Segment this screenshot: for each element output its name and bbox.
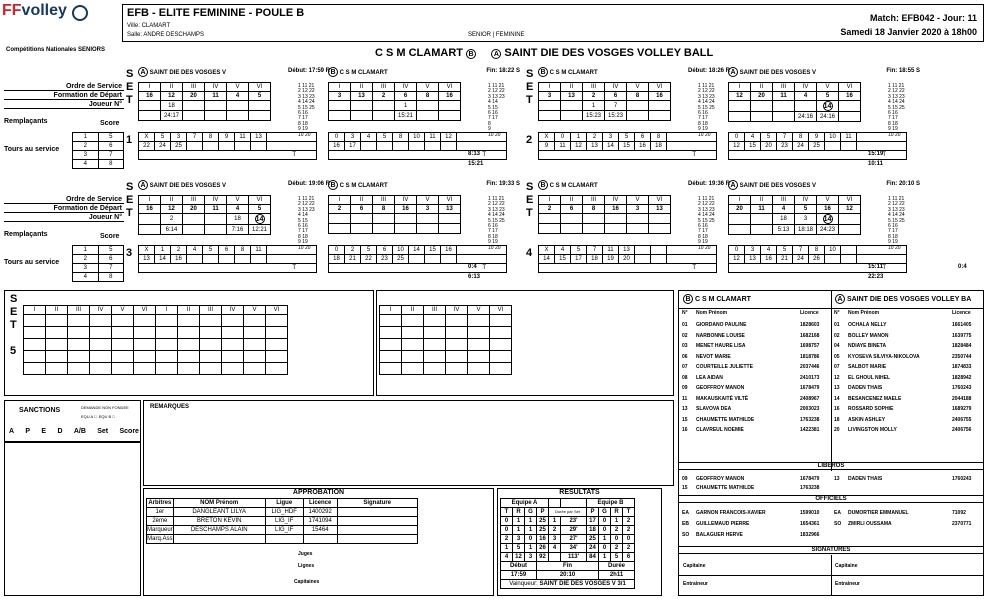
team-letter-icon: B bbox=[328, 67, 338, 77]
right-points-column: 1 11 21 2 12 22 3 13 23 4 14 24 5 15 25 6 16 7 17 8 18 9 19 10 20 bbox=[488, 196, 505, 251]
result-cell: 5 bbox=[611, 553, 623, 562]
equipe-b: Equipe B bbox=[587, 499, 635, 508]
result-cell: 1 bbox=[611, 517, 623, 526]
match-number: Match: EFB042 - Jour: 11 bbox=[869, 13, 977, 23]
result-cell: 1 bbox=[513, 517, 525, 526]
tours-numbers: 1 5 2 6 3 7 4 8 bbox=[72, 245, 124, 282]
result-cell: 6 bbox=[623, 553, 635, 562]
result-cell: 24 bbox=[587, 544, 599, 553]
left-serve-table: X 0 1 2 3 5 6 8 9 11 12 13 14 15 16 18 T bbox=[538, 132, 717, 160]
team-letter-icon: A bbox=[728, 180, 738, 190]
approbation-cell: DANGLEANT LILYA bbox=[173, 508, 265, 517]
set-time: Début: 19:06 R bbox=[287, 181, 330, 187]
left-team-header: B C S M CLAMART Début: 18:26 R bbox=[538, 67, 734, 77]
set-time: Fin: 18:22 S bbox=[486, 68, 520, 74]
result-cell: 2 bbox=[611, 526, 623, 535]
result-cell: 25 bbox=[537, 517, 549, 526]
result-cell: 0 bbox=[623, 535, 635, 544]
left-team-header: B C S M CLAMART Début: 19:36 R bbox=[538, 180, 734, 190]
serve-total: T bbox=[139, 151, 317, 160]
sanctions-title: SANCTIONS bbox=[19, 407, 61, 414]
result-cell: 27' bbox=[561, 535, 587, 544]
right-serve-table: 0 4 5 7 8 9 10 11 12 15 20 23 24 25 T bbox=[728, 132, 907, 160]
row-label: Ordre de Service bbox=[4, 195, 124, 204]
approbation-cell: DESCHAMPS ALAIN bbox=[173, 526, 265, 535]
capitaine-b: Capitaine bbox=[835, 563, 858, 569]
officiels-list-a bbox=[682, 508, 830, 541]
set-final-score: 15:21 bbox=[468, 161, 484, 167]
left-serve-table: X 5 3 7 8 9 11 13 22 24 25 T bbox=[138, 132, 317, 160]
list-item: 11 MAKAUSKAITÉ VILTÉ 2408967 bbox=[682, 395, 820, 402]
team-letter-icon: A bbox=[138, 180, 148, 190]
result-cell: 1 bbox=[525, 517, 537, 526]
approbation-cell bbox=[173, 535, 265, 544]
page-title: EFB - ELITE FEMININE - POULE B bbox=[127, 7, 305, 19]
officiels-title: OFFICIELS bbox=[679, 495, 983, 503]
category: SENIOR | FEMININE bbox=[468, 32, 525, 38]
signatures-title: SIGNATURES bbox=[679, 546, 983, 554]
result-cell: 12 bbox=[513, 553, 525, 562]
result-cell: 29' bbox=[561, 526, 587, 535]
result-cell: 1 bbox=[501, 544, 513, 553]
sanction-col: P bbox=[25, 428, 31, 435]
circled-sub: 14 bbox=[255, 216, 264, 223]
result-cell: 1 bbox=[525, 544, 537, 553]
set-extra-score: 0:4 bbox=[958, 264, 967, 270]
circled-sub: 14 bbox=[823, 103, 832, 110]
team-letter-icon: B bbox=[328, 180, 338, 190]
left-team-header: A SAINT DIE DES VOSGES V Début: 17:59 R bbox=[138, 67, 334, 77]
list-item: 14 BESANCENEZ MAELE 2044188 bbox=[834, 395, 972, 402]
result-cell: 3 bbox=[513, 535, 525, 544]
approbation-cell: 1400292 bbox=[303, 508, 337, 517]
left-points-column: 1 11 21 2 12 22 3 13 23 4 14 24 5 15 25 6 16 7 17 8 18 9 19 10 20 bbox=[698, 196, 715, 251]
result-cell: 3 bbox=[525, 553, 537, 562]
liberos-title: LIBEROS bbox=[679, 462, 983, 470]
set-time: Début: 19:36 R bbox=[687, 181, 730, 187]
approbation-col: Licence bbox=[303, 499, 337, 508]
right-lineup-table: I II III IV V VI 12 20 11 4 5 16 14 24:16 24:16 bbox=[728, 82, 861, 122]
list-item: 01 OCHALA NELLY 1661405 bbox=[834, 322, 972, 328]
ville: Ville: CLAMART bbox=[127, 23, 171, 29]
score-label: Score bbox=[100, 120, 120, 127]
serve-total: T bbox=[539, 151, 717, 160]
left-lineup-table: I II III IV V VI 3 13 2 6 8 16 1 7 15:23 15:23 bbox=[538, 82, 671, 121]
sanction-col: Score bbox=[119, 428, 139, 435]
sanctions-box bbox=[4, 400, 141, 442]
entraineur-a: Entraineur bbox=[683, 581, 709, 587]
list-item: 05 KYOSEVA SILVIYA-NIKOLOVA 2350744 bbox=[834, 353, 972, 360]
team-letter-icon: B bbox=[538, 67, 548, 77]
teams-title: C S M CLAMART B A SAINT DIE DES VOSGES VOLLEY BALL bbox=[375, 47, 714, 59]
list-item: SO BALAGUER HERVE 1832966 bbox=[682, 532, 820, 538]
set-time: Début: 17:59 R bbox=[287, 68, 330, 74]
result-cell: 3 bbox=[549, 535, 561, 544]
remarques-title: REMARQUES bbox=[150, 404, 190, 410]
right-lineup-table: I II III IV V VI 2 6 8 16 3 13 bbox=[328, 195, 461, 234]
approbation-col: Signature bbox=[337, 499, 417, 508]
roster-list-b bbox=[834, 320, 982, 436]
list-item: 15 CHAUMETTE MATHILDE 1763238 bbox=[682, 485, 820, 491]
sanction-col: E bbox=[41, 428, 47, 435]
set-number: 1 bbox=[126, 134, 133, 146]
result-cell: 17 bbox=[587, 517, 599, 526]
list-item: 16 CLAVREUL NOEMIE 1422381 bbox=[682, 427, 820, 433]
final-score: 3/1 bbox=[617, 581, 626, 587]
sanction-col: D bbox=[57, 428, 63, 435]
list-item: 13 SLAVOVA DEA 2003023 bbox=[682, 406, 820, 412]
sanction-col: A bbox=[9, 428, 15, 435]
result-cell: 2 bbox=[623, 517, 635, 526]
list-item: 18 ASKIN ASHLEY 2406755 bbox=[834, 416, 972, 423]
time-value: 17:59 bbox=[501, 571, 537, 580]
list-item: EA GARNON FRANCOIS-XAVIER 1599010 bbox=[682, 510, 820, 516]
right-points-column: 1 11 21 2 12 22 3 13 23 4 14 24 5 15 25 6 16 7 17 8 18 9 19 10 20 bbox=[888, 83, 905, 138]
result-cell: 34' bbox=[561, 544, 587, 553]
set-partial-score: 15:11 bbox=[868, 264, 884, 270]
serve-total: T bbox=[729, 151, 907, 160]
left-lineup-table: I II III IV V VI 2 6 8 16 3 13 bbox=[538, 195, 671, 234]
sanction-col: A/B bbox=[73, 428, 86, 435]
right-lineup-table: I II III IV V VI 20 11 4 5 16 12 18 3 14 5:13 18:18 24:23 bbox=[728, 195, 861, 235]
set5-label: S E T 5 bbox=[10, 293, 18, 357]
set-final-score: 22:23 bbox=[868, 274, 884, 280]
approbation-cell: Marq.Ass bbox=[147, 536, 173, 542]
list-item: 13 DADEN THAIS 1760243 bbox=[834, 476, 972, 482]
roster-box bbox=[678, 290, 984, 596]
approbation-cell: Marqueur bbox=[147, 527, 173, 533]
approbation-cell: 1er bbox=[147, 508, 174, 517]
row-label: Formation de Départ bbox=[4, 91, 124, 100]
left-serve-table: X 1 2 4 5 6 8 11 13 14 16 T bbox=[138, 245, 317, 273]
set-label: S E T bbox=[126, 68, 134, 106]
result-cell: 2 bbox=[549, 526, 561, 535]
result-cell: 2 bbox=[623, 544, 635, 553]
result-cell: 1 bbox=[549, 517, 561, 526]
result-cell: 84 bbox=[587, 553, 599, 562]
set-number: 2 bbox=[526, 134, 533, 146]
list-item: SO ZMIRLI OUSSAMA 2370771 bbox=[834, 521, 972, 527]
right-team-header: B C S M CLAMART Fin: 19:33 S bbox=[328, 180, 524, 190]
result-cell: 25 bbox=[587, 535, 599, 544]
roster-header-b: N° Nom Prénom Licence bbox=[834, 310, 971, 316]
entraineur-b: Entraineur bbox=[835, 581, 861, 587]
result-cell: 2 bbox=[501, 535, 513, 544]
row-labels bbox=[4, 195, 124, 280]
approbation-title: APPROBATION bbox=[292, 489, 345, 496]
serve-total: T bbox=[729, 264, 907, 273]
set-time: Début: 18:26 R bbox=[687, 68, 730, 74]
approbation-table bbox=[146, 498, 418, 544]
vainqueur: Vainqueur: SAINT DIE DES VOSGES V 3/1 bbox=[501, 580, 635, 589]
list-item: 04 NDIAYE BINETA 1828484 bbox=[834, 343, 972, 349]
approbation-box bbox=[143, 488, 494, 596]
result-cell bbox=[549, 553, 561, 562]
list-item: 07 COURTEILLE JULIETTE 2037446 bbox=[682, 364, 820, 370]
result-cell: 2 bbox=[611, 544, 623, 553]
result-cell: 0 bbox=[599, 544, 611, 553]
serve-total: T bbox=[539, 264, 717, 273]
ffvolley-logo: FFvolley bbox=[2, 2, 120, 38]
circled-sub: 14 bbox=[823, 216, 832, 223]
tours-label: Tours au service bbox=[4, 259, 60, 266]
result-cell: 16 bbox=[537, 535, 549, 544]
list-item: 12 EL GHOUL NIHEL 1828942 bbox=[834, 374, 972, 381]
right-serve-table: 0 2 5 6 10 14 15 16 18 21 22 23 25 T bbox=[328, 245, 507, 273]
set-final-score: 6:13 bbox=[468, 274, 481, 280]
left-team-header: A SAINT DIE DES VOSGES V Début: 19:06 R bbox=[138, 180, 334, 190]
row-label: Ordre de Service bbox=[4, 82, 124, 91]
list-item: 02 BOLLEY MANON 1639775 bbox=[834, 332, 972, 339]
time-value: 20:10 bbox=[537, 571, 599, 580]
set-label: S E T bbox=[526, 181, 534, 219]
approbation-cell: LIG_IF bbox=[265, 517, 303, 526]
row-label: Joueur N° bbox=[4, 213, 124, 222]
roster-list-a bbox=[682, 320, 830, 436]
left-points-column: 1 11 21 2 12 22 3 13 23 4 14 24 5 15 25 6 16 7 17 8 18 9 19 10 20 bbox=[298, 83, 315, 138]
liberos-list-b bbox=[834, 475, 982, 484]
result-cell: 0 bbox=[599, 517, 611, 526]
approbation-cell: BRETON KEVIN bbox=[173, 517, 265, 526]
right-team-header: A SAINT DIE DES VOSGES V Fin: 18:55 S bbox=[728, 67, 924, 77]
sanctions-grid bbox=[4, 442, 141, 596]
list-item: 01 GIORDANO PAULINE 1828603 bbox=[682, 322, 820, 328]
set-number: 4 bbox=[526, 247, 533, 259]
resultats-title: RESULTATS bbox=[559, 489, 600, 496]
set-final-score: 10:11 bbox=[868, 161, 884, 167]
result-cell: 4 bbox=[549, 544, 561, 553]
list-item: 13 DADEN THAIS 1760243 bbox=[834, 385, 972, 391]
approbation-cell: LIG_IF bbox=[265, 526, 303, 535]
right-points-column: 1 11 21 2 12 22 3 13 23 4 14 5 15 6 16 7 17 8 9 10 20 bbox=[488, 83, 505, 138]
result-cell: 2 bbox=[623, 526, 635, 535]
resultats-box bbox=[497, 488, 662, 596]
left-lineup-table: I II III IV V VI 16 12 20 11 4 5 18 24:17 bbox=[138, 82, 271, 121]
list-item: EB GUILLEMAUD PIERRE 1654361 bbox=[682, 521, 820, 527]
salle: Salle: ANDRE DESCHAMPS bbox=[127, 32, 205, 38]
set5-table: I II III IV V VI I II III IV V VI bbox=[23, 305, 288, 375]
result-cell: 92 bbox=[537, 553, 549, 562]
list-item: 09 GEOFFROY MANON 1678479 bbox=[682, 385, 820, 391]
list-item: EA DUMORTIER EMMANUEL 71092 bbox=[834, 510, 966, 516]
approbation-cell bbox=[303, 535, 337, 544]
capitaines-label: Capitaines bbox=[294, 579, 320, 585]
set-time: Fin: 19:33 S bbox=[486, 181, 520, 187]
result-cell: 23' bbox=[561, 517, 587, 526]
set-partial-score: 0:4 bbox=[468, 264, 477, 270]
right-team-header: B C S M CLAMART Fin: 18:22 S bbox=[328, 67, 524, 77]
set-number: 3 bbox=[126, 247, 133, 259]
set-label: S E T bbox=[126, 181, 134, 219]
result-cell: 4 bbox=[501, 553, 513, 562]
set5-right-box bbox=[376, 290, 674, 396]
set-partial-score: 8:13 bbox=[468, 151, 481, 157]
set-4-block bbox=[526, 177, 984, 287]
right-serve-table: 0 3 4 5 8 10 11 12 16 17 T bbox=[328, 132, 507, 160]
set5-box bbox=[4, 290, 374, 396]
left-points-column: 1 11 21 2 12 22 3 13 23 4 14 5 15 6 16 7 17 8 18 9 19 10 20 bbox=[298, 196, 315, 251]
approbation-col: NOM Prénom bbox=[173, 499, 265, 508]
list-item: 15 CHAUMETTE MATHILDE 1763238 bbox=[682, 416, 820, 423]
result-cell: 0 bbox=[611, 535, 623, 544]
liberos-list-a bbox=[682, 475, 830, 493]
sanctions-columns bbox=[9, 428, 139, 435]
tours-numbers: 1 5 2 6 3 7 4 8 bbox=[72, 132, 124, 169]
set-2-block bbox=[526, 64, 984, 174]
roster-header-a: N° Nom Prénom Licence bbox=[682, 310, 819, 316]
approbation-cell: 1741094 bbox=[303, 517, 337, 526]
approbation-col: Arbitres bbox=[148, 500, 172, 506]
result-cell: 26 bbox=[537, 544, 549, 553]
approbation-col: Ligue bbox=[265, 499, 303, 508]
row-label: Joueur N° bbox=[4, 100, 124, 109]
result-cell: 113' bbox=[561, 553, 587, 562]
set-1-block bbox=[4, 64, 524, 174]
set-time: Fin: 20:10 S bbox=[886, 181, 920, 187]
set-time: Fin: 18:55 S bbox=[886, 68, 920, 74]
roster-team-a: B C S M CLAMART bbox=[683, 294, 751, 304]
row-labels bbox=[4, 82, 124, 167]
time-value: 2h11 bbox=[599, 571, 635, 580]
remplacants-label: Remplaçants bbox=[4, 231, 48, 238]
list-item: 08 LEA AIDAN 2410173 bbox=[682, 374, 820, 381]
approbation-cell: 15464 bbox=[303, 526, 337, 535]
set-label: S E T bbox=[526, 68, 534, 106]
sanction-col: Set bbox=[97, 428, 109, 435]
result-cell: 25 bbox=[537, 526, 549, 535]
match-date: Samedi 18 Janvier 2020 à 18h00 bbox=[840, 27, 977, 37]
left-serve-table: X 4 5 7 11 13 14 15 17 18 19 20 T bbox=[538, 245, 717, 273]
list-item: 02 NARBONNE LOUISE 1682168 bbox=[682, 332, 820, 339]
team-letter-icon: B bbox=[538, 180, 548, 190]
right-points-column: 1 11 21 2 12 22 3 13 23 4 14 24 5 15 25 6 16 7 17 8 18 9 19 10 20 bbox=[888, 196, 905, 251]
result-cell: 0 bbox=[501, 526, 513, 535]
set-3-block bbox=[4, 177, 524, 287]
result-cell: 1 bbox=[525, 526, 537, 535]
resultats-table: Equipe A Equipe B T R G P Durée par Set P G R T 0 1 1 25 1 23' 17 0 1 2 0 1 1 25 2 29' 18 0 2 2 2 3 0 16 3 27' 25 1 0 0 1 5 1 26 4 34' 24 0 2 2 4 12 3 92 113' 84 1 5 6 Début Fin Durée 17:59 20:10 2h11 Vainqueur: SAINT DIE DES VOSGES V 3/1 bbox=[500, 498, 635, 589]
ball-icon bbox=[72, 5, 88, 21]
serve-total: T bbox=[329, 151, 507, 160]
team-letter-icon: A bbox=[138, 67, 148, 77]
right-serve-table: 0 3 4 5 7 8 10 12 13 16 21 24 26 T bbox=[728, 245, 907, 273]
set5-table: I II III IV V VI bbox=[379, 305, 512, 375]
header-box bbox=[122, 4, 984, 42]
equa-label: EQU A □ EQU B □ bbox=[81, 414, 115, 419]
result-cell: 18 bbox=[587, 526, 599, 535]
approbation-cell bbox=[265, 535, 303, 544]
result-cell: 1 bbox=[599, 535, 611, 544]
result-cell: 0 bbox=[525, 535, 537, 544]
approbation-cell: LIG_HDF bbox=[265, 508, 303, 517]
result-cell: 0 bbox=[599, 526, 611, 535]
serve-total: T bbox=[329, 264, 507, 273]
right-team-header: A SAINT DIE DES VOSGES V Fin: 20:10 S bbox=[728, 180, 924, 190]
remplacants-label: Remplaçants bbox=[4, 118, 48, 125]
team-letter-icon: A bbox=[728, 67, 738, 77]
result-cell: 1 bbox=[513, 526, 525, 535]
duree-set: Durée par Set bbox=[549, 508, 587, 517]
row-label: Formation de Départ bbox=[4, 204, 124, 213]
remarques-box bbox=[143, 400, 674, 486]
result-cell: 1 bbox=[599, 553, 611, 562]
list-item: 07 SALBOT MARIE 1874833 bbox=[834, 364, 972, 370]
list-item: 03 MENET HAURE LISA 1698757 bbox=[682, 343, 820, 349]
list-item: 09 GEOFFROY MANON 1678479 bbox=[682, 476, 820, 482]
result-cell: 0 bbox=[501, 517, 513, 526]
serve-total: T bbox=[139, 264, 317, 273]
left-points-column: 1 11 21 2 12 22 3 13 23 4 14 24 5 15 25 6 16 7 17 8 18 9 19 10 20 bbox=[698, 83, 715, 138]
competition: Compétitions Nationales SENIORS bbox=[6, 47, 106, 53]
set-partial-score: 15:19 bbox=[868, 151, 884, 157]
roster-team-b: A SAINT DIE DES VOSGES VOLLEY BA bbox=[835, 294, 971, 304]
list-item: 16 ROSSARD SOPHIE 1689279 bbox=[834, 406, 972, 412]
lignes-label: Lignes bbox=[298, 563, 315, 569]
left-lineup-table: I II III IV V VI 16 12 20 11 4 5 2 18 14 6:14 7:16 12:21 bbox=[138, 195, 271, 235]
right-lineup-table: I II III IV V VI 3 13 2 6 8 16 1 15:21 bbox=[328, 82, 461, 121]
result-cell: 5 bbox=[513, 544, 525, 553]
equipe-a: Equipe A bbox=[501, 499, 549, 508]
list-item: 06 NEVOT MARIE 1818786 bbox=[682, 353, 820, 360]
capitaine-a: Capitaine bbox=[683, 563, 706, 569]
tours-label: Tours au service bbox=[4, 146, 60, 153]
juges-label: Juges bbox=[298, 551, 313, 557]
officiels-list-b bbox=[834, 508, 982, 530]
score-label: Score bbox=[100, 233, 120, 240]
approbation-cell: 2ème bbox=[147, 517, 174, 526]
demande-label: DEMANDE NON FONDEE bbox=[81, 405, 129, 410]
list-item: 20 LIVINGSTON MOLLY 2406756 bbox=[834, 427, 972, 433]
